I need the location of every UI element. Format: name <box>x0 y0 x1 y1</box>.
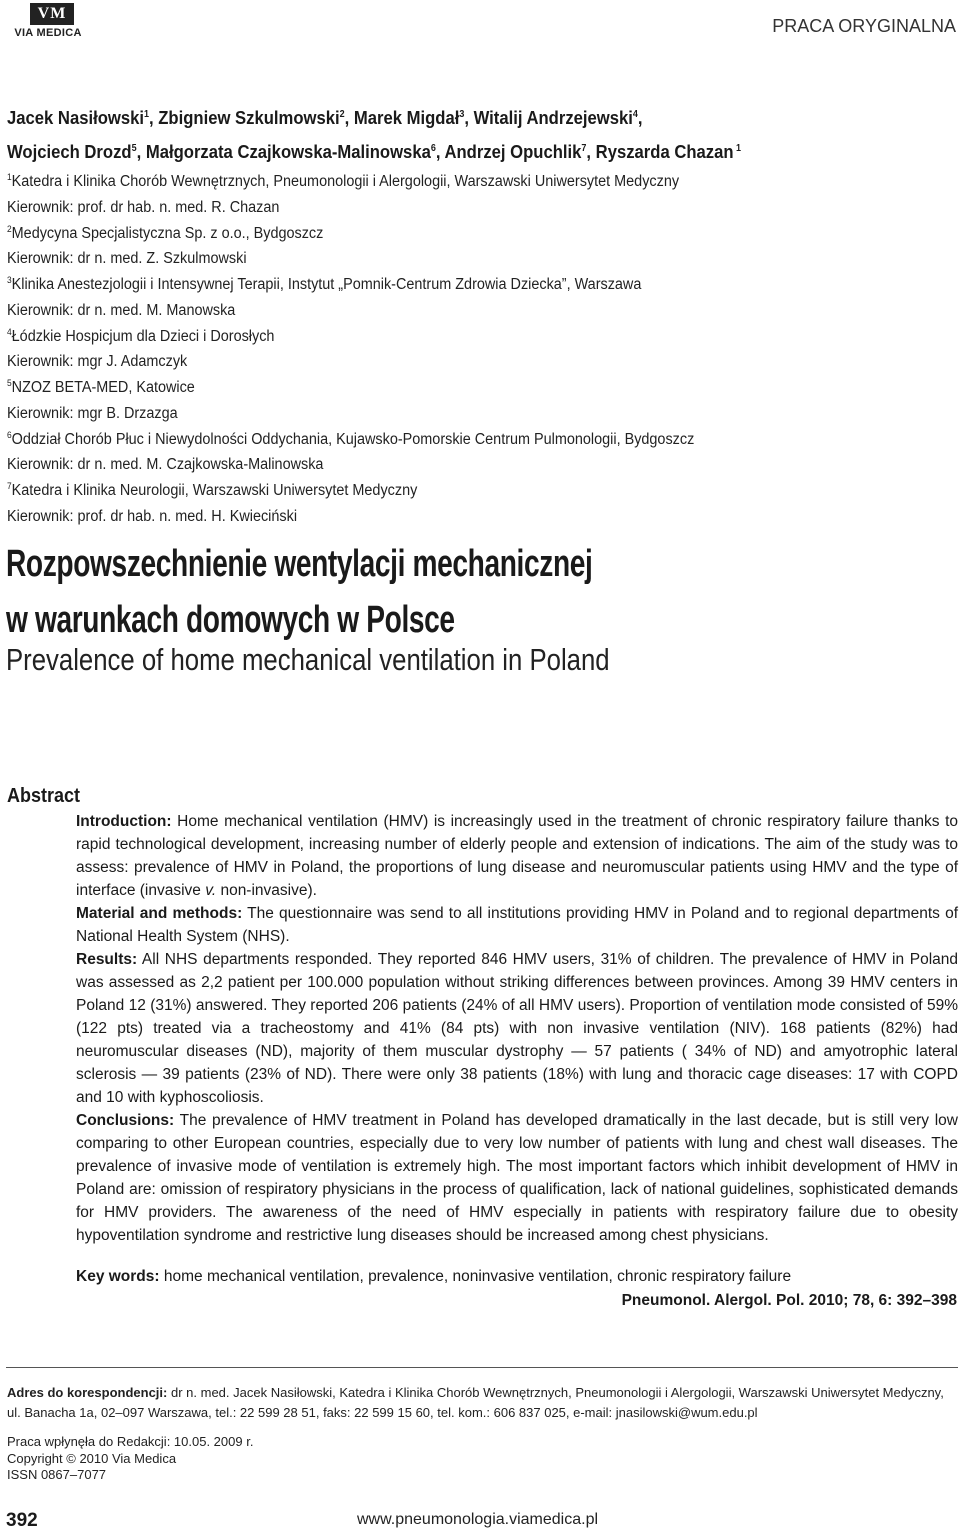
abstract-body <box>76 810 958 1247</box>
author: Witalij Andrzejewski$^4$, <box>473 107 643 129</box>
copyright: Copyright © 2010 Via Medica <box>7 1450 177 1466</box>
journal-website-link[interactable]: www.pneumonologia.viamedica.pl <box>357 1511 599 1528</box>
author: Małgorzata Czajkowska-Malinowska$^6$, <box>145 141 445 163</box>
author: Zbigniew Szkulmowski$^2$, <box>158 107 354 129</box>
affiliation-line: $^4$Łódzkie Hospicjum dla Dzieci i Dorosłych <box>7 326 275 345</box>
title-line: w warunkach domowych w Polsce <box>6 599 455 641</box>
abstract-heading: Abstract <box>7 785 81 807</box>
author: Wojciech Drozd$^5$, <box>7 141 146 163</box>
abstract-results: Results: All NHS departments responded. They reported 846 HMV users, 31% of children. The prevalence of HMV in Poland was assessed as 2,2 patient per 100.000 population without striking differences between provinces. Among 39 HMV centers in Poland 12 (31%) answered. They reported 206 patients (24% of all HMV users). Proportion of ventilation mode consisted of 59% (122 pts) treated via a tracheostomy and 41% (84 pts) with non invasive ventilation (NIV). 168 patients (82%) had neuromuscular diseases (ND), majority of them muscular dystrophy — 57 patients ( 34% of ND) and amyotrophic lateral sclerosis — 39 patients (23% of ND). There were only 38 patients (18%) with lung and thoracic cage diseases: 17 with COPD and 10 with kyphoscoliosis. <box>76 951 958 1106</box>
affiliation-line: $^7$Katedra i Klinika Neurologii, Warszawski Uniwersytet Medyczny <box>7 481 418 500</box>
publication-info <box>7 1434 407 1484</box>
keywords: Key words: home mechanical ventilation, prevalence, noninvasive ventilation, chronic respiratory failure <box>76 1268 792 1285</box>
divider <box>6 1367 958 1368</box>
affiliation-line: Kierownik: mgr B. Drzazga <box>7 404 178 422</box>
abstract-methods: Material and methods: The questionnaire was send to all institutions providing HMV in Poland and to regional departments of National Health System (NHS). <box>76 905 959 945</box>
abstract-introduction: Introduction: Home mechanical ventilation (HMV) is increasingly used in the treatment of chronic respiratory failure thanks to rapid technological development, increasing number of elderly people and extension of indications. The aim of the study was to assess: prevalence of HMV in Poland, the proportions of lung disease and neuromuscular patients using HMV and the type of interface (invasive v. non-invasive). <box>76 813 958 899</box>
affiliation-line: Kierownik: mgr J. Adamczyk <box>7 353 188 371</box>
affiliation-line: $^6$Oddział Chorób Płuc i Niewydolności Oddychania, Kujawsko-Pomorskie Centrum Pulmonologii, Bydgoszcz <box>7 429 695 448</box>
author-list <box>7 99 858 167</box>
affiliation-line: $^3$Klinika Anestezjologii i Intensywnej Terapii, Instytut „Pomnik-Centrum Zdrowia Dziecka”, Warszawa <box>7 275 642 294</box>
author: Andrzej Opuchlik$^7$, <box>444 141 596 163</box>
abstract-conclusions: Conclusions: The prevalence of HMV treatment in Poland has developed dramatically in the last decade, but is still very low comparing to other European countries, especially due to very low number of patients with lung and chest wall diseases. The prevalence of invasive mode of ventilation is extremely high. The most important factors which inhibit development of HMV in Poland are: omission of respiratory physicians in the process of qualification, lack of national guidelines, sophisticated demands for HMV providers. The awareness of the need of HMV especially in patients with respiratory failure due to obesity hypoventilation syndrome and restrictive lung diseases should be increased among chest physicians. <box>76 1112 958 1244</box>
affiliation-line: Kierownik: dr n. med. M. Czajkowska-Malinowska <box>7 456 324 474</box>
article-title-polish <box>6 536 709 648</box>
issn: ISSN 0867–7077 <box>7 1467 107 1482</box>
page-number: 392 <box>6 1510 38 1531</box>
affiliation-line: Kierownik: prof. dr hab. n. med. R. Chazan <box>7 198 280 216</box>
logo-text: VIA MEDICA <box>14 27 82 39</box>
affiliation-line: Kierownik: prof. dr hab. n. med. H. Kwieciński <box>7 507 298 525</box>
affiliation-line: $^1$Katedra i Klinika Chorób Wewnętrznych, Pneumonologii i Alergologii, Warszawski Uniwersytet Medyczny <box>7 172 680 191</box>
logo-mark: VM <box>30 3 74 25</box>
affiliation-line: Kierownik: dr n. med. M. Manowska <box>7 301 236 319</box>
title-line: Rozpowszechnienie wentylacji mechanicznej <box>6 543 593 585</box>
citation: Pneumonol. Alergol. Pol. 2010; 78, 6: 392–398 <box>621 1292 957 1309</box>
affiliation-line: $^5$NZOZ BETA-MED, Katowice <box>7 378 195 397</box>
affiliation-line: Kierownik: dr n. med. Z. Szkulmowski <box>7 250 247 268</box>
affiliations <box>7 167 957 528</box>
correspondence-address: Adres do korespondencji: dr n. med. Jacek Nasiłowski, Katedra i Klinika Chorób Wewnętrznych, Pneumonologii i Alergologii, Warszawski Uniwersytet Medyczny, ul. Banacha 1a, 02–097 Warszawa, tel.: 22 599 28 51, faks: 22 599 15 60, tel. kom.: 606 837 025, e-mail: jnasilowski@wum.edu.pl <box>7 1385 944 1420</box>
author: Marek Migdał$^3$, <box>353 107 474 129</box>
received-date: Praca wpłynęła do Redakcji: 10.05. 2009 r. <box>7 1434 254 1449</box>
author: Ryszarda Chazan $^1$ <box>595 141 742 163</box>
section-label: PRACA ORYGINALNA <box>772 16 956 36</box>
publisher-logo <box>8 3 88 41</box>
article-title-english: Prevalence of home mechanical ventilation in Poland <box>6 642 610 677</box>
author: Jacek Nasiłowski$^1$, <box>7 107 159 129</box>
affiliation-line: $^2$Medycyna Specjalistyczna Sp. z o.o., Bydgoszcz <box>7 223 324 242</box>
